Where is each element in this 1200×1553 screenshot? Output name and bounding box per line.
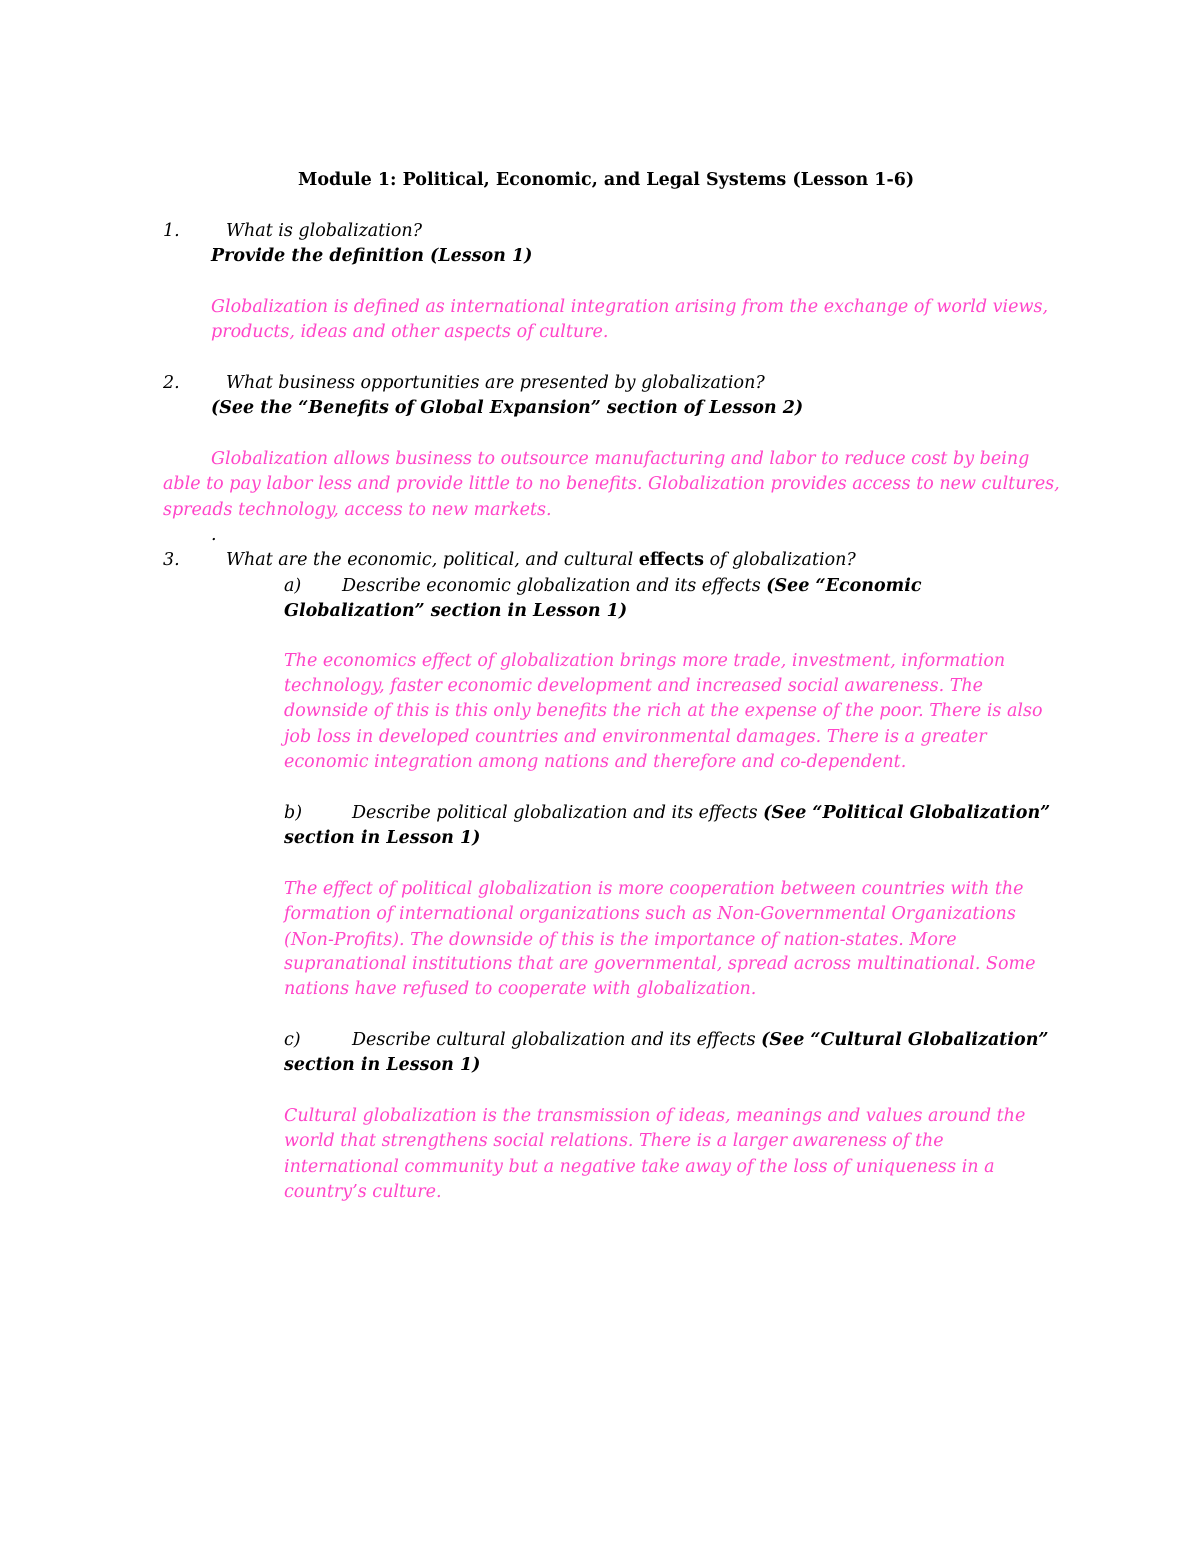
q3a-answer-line: economic integration among nations and therefore and co-dependent. <box>284 752 907 772</box>
q3-question <box>226 547 856 573</box>
q2-number: 2. <box>163 373 180 393</box>
q3c-ref-line2: section in Lesson 1) <box>284 1055 481 1075</box>
q2-answer-line: spreads technology, access to new markets. <box>163 500 552 520</box>
q2-answer-line: Globalization allows business to outsource manufacturing and labor to reduce cost by being <box>211 449 1030 469</box>
q3-question-start: What are the economic, political, and cultural <box>226 550 639 570</box>
q3c-answer-line: Cultural globalization is the transmission of ideas, meanings and values around the <box>284 1106 1026 1126</box>
q3c-answer-line: country’s culture. <box>284 1182 442 1202</box>
q3c-ref: (See “Cultural Globalization” <box>761 1030 1049 1050</box>
q1-answer-line: products, ideas and other aspects of culture. <box>211 322 609 342</box>
q3a-answer-line: The economics effect of globalization brings more trade, investment, information <box>284 651 1006 671</box>
q3c-prompt-text: Describe cultural globalization and its effects <box>352 1030 762 1050</box>
q3b-prompt-text: Describe political globalization and its effects <box>352 803 764 823</box>
q2-instruction: (See the “Benefits of Global Expansion” section of Lesson 2) <box>211 398 804 418</box>
q1-answer-line: Globalization is defined as international integration arising from the exchange of world views, <box>211 297 1049 317</box>
q3a-answer-line: technology, faster economic development and increased social awareness. The <box>284 676 983 696</box>
q3b-answer-line: (Non-Profits). The downside of this is the importance of nation-states. More <box>284 930 957 950</box>
q3a-ref: (See “Economic <box>766 576 922 596</box>
q1-number: 1. <box>163 221 180 241</box>
q1-question: What is globalization? <box>226 221 423 241</box>
q2-answer-line: able to pay labor less and provide little to no benefits. Globalization provides access to new cultures, <box>163 474 1060 494</box>
q3b-answer-line: formation of international organizations such as Non-Governmental Organizations <box>284 904 1016 924</box>
q2-question: What business opportunities are presented by globalization? <box>226 373 765 393</box>
q3b-answer-line: The effect of political globalization is more cooperation between countries with the <box>284 879 1024 899</box>
q3a-prompt-text: Describe economic globalization and its effects <box>342 576 767 596</box>
stray-mark: . <box>211 525 217 545</box>
q3a-answer-line: downside of this is this only benefits the rich at the expense of the poor. There is also <box>284 701 1043 721</box>
q3a-ref-line2: Globalization” section in Lesson 1) <box>284 601 628 621</box>
q3c-prompt <box>352 1027 1049 1053</box>
q1-instruction: Provide the definition (Lesson 1) <box>211 246 533 266</box>
q3c-answer-line: world that strengthens social relations. There is a larger awareness of the <box>284 1131 944 1151</box>
q3b-ref: (See “Political Globalization” <box>763 803 1051 823</box>
q3a-answer-line: job loss in developed countries and environmental damages. There is a greater <box>284 727 987 747</box>
q3b-ref-line2: section in Lesson 1) <box>284 828 481 848</box>
q3c-answer-line: international community but a negative take away of the loss of uniqueness in a <box>284 1157 995 1177</box>
q3b-prompt <box>352 800 1050 826</box>
q3a-prompt <box>342 573 922 599</box>
q3-question-bold: effects <box>638 550 704 570</box>
q3-number: 3. <box>163 550 180 570</box>
q3c-letter: c) <box>284 1030 301 1050</box>
q3b-letter: b) <box>284 803 303 823</box>
q3a-letter: a) <box>284 576 302 596</box>
q3-question-end: of globalization? <box>704 550 856 570</box>
q3b-answer-line: nations have refused to cooperate with globalization. <box>284 979 757 999</box>
q3b-answer-line: supranational institutions that are governmental, spread across multinational. Some <box>284 954 1036 974</box>
page-title: Module 1: Political, Economic, and Legal Systems (Lesson 1-6) <box>298 170 915 190</box>
